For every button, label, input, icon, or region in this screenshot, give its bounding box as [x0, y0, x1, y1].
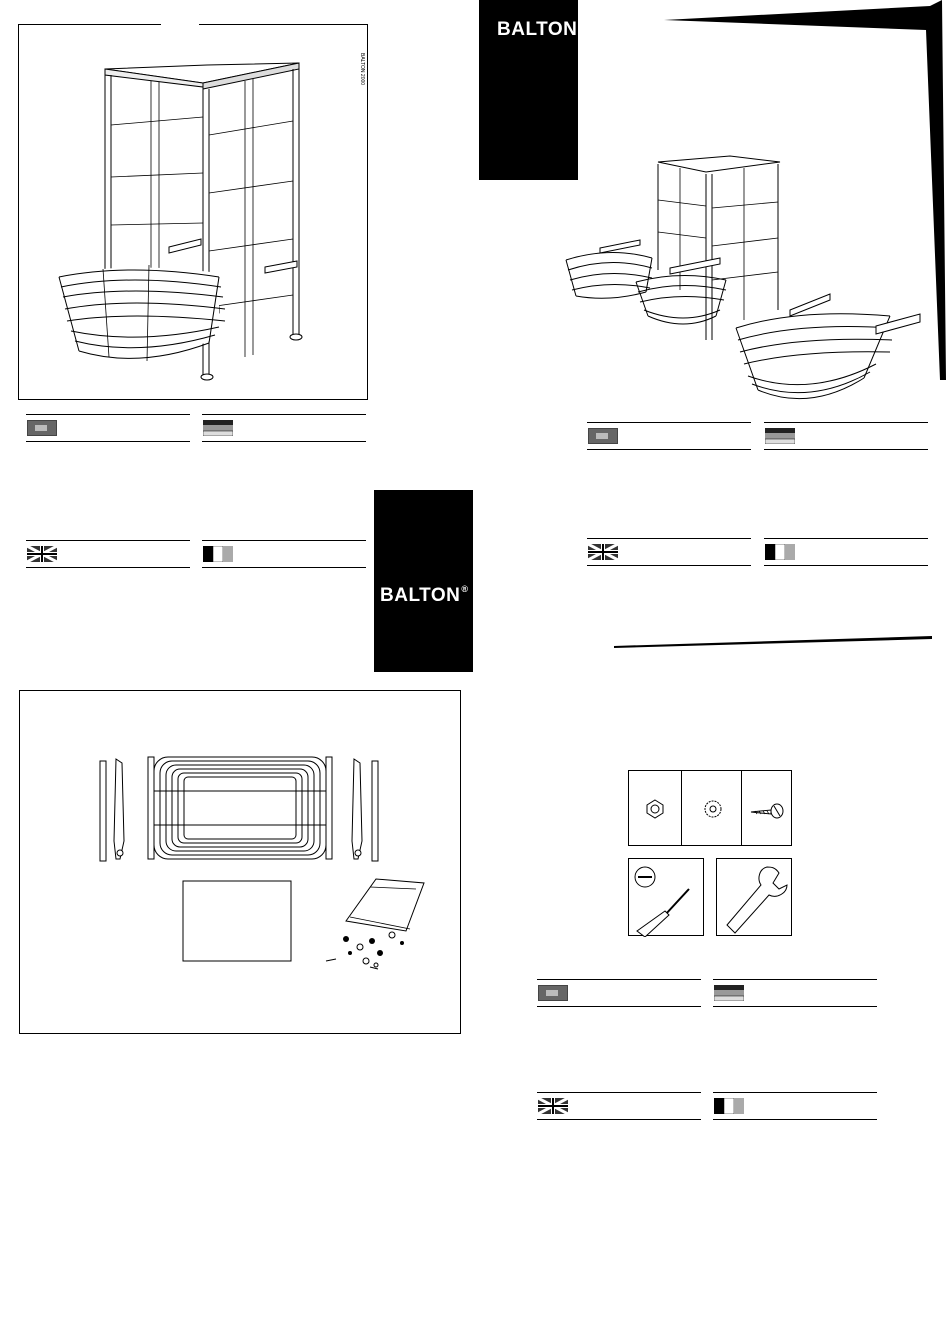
polish-flag-icon [588, 428, 618, 444]
hardware-box [628, 770, 792, 846]
uk-flag-icon [27, 546, 57, 562]
brand-panel-middle [374, 490, 473, 672]
italian-flag-icon [765, 544, 795, 560]
uk-flag-icon [538, 1098, 568, 1114]
wrench-box [716, 858, 792, 936]
lang-bar-pl [26, 414, 190, 442]
wrench-icon [717, 859, 793, 937]
cover-illustration-frame [18, 24, 368, 400]
side-code: BALTON 2000 [359, 53, 365, 86]
german-flag-icon [765, 428, 795, 444]
brand-name: BALTON [380, 585, 461, 606]
german-flag-icon [714, 985, 744, 1001]
lang-bar-de-bottom [713, 979, 877, 1007]
italian-flag-icon [203, 546, 233, 562]
screwdriver-box [628, 858, 704, 936]
polish-flag-icon [538, 985, 568, 1001]
brand-logo-top [497, 19, 586, 41]
screw-icon [747, 801, 787, 821]
screwdriver-icon [629, 859, 705, 937]
polish-flag-icon [27, 420, 57, 436]
parts-drawing [20, 691, 460, 1033]
shelf-unit-drawing [19, 25, 367, 399]
lang-bar-en [26, 540, 190, 568]
lang-bar-pl-right [587, 422, 751, 450]
washer-icon [703, 799, 723, 819]
multi-basket-drawing [560, 150, 940, 410]
brand-mark-top: ® [578, 17, 586, 28]
lang-bar-it-bottom [713, 1092, 877, 1120]
lang-bar-de-right [764, 422, 928, 450]
brand-logo [380, 585, 469, 607]
brand-name-top: BALTON [497, 19, 578, 40]
brand-mark: ® [461, 583, 469, 594]
lang-bar-en-bottom [537, 1092, 701, 1120]
parts-frame [19, 690, 461, 1034]
uk-flag-icon [588, 544, 618, 560]
italian-flag-icon [714, 1098, 744, 1114]
lang-bar-de [202, 414, 366, 442]
lang-bar-it-right [764, 538, 928, 566]
cage-nut-icon [645, 799, 665, 819]
lang-bar-it [202, 540, 366, 568]
german-flag-icon [203, 420, 233, 436]
lang-bar-en-right [587, 538, 751, 566]
lang-bar-pl-bottom [537, 979, 701, 1007]
section-swoosh [614, 636, 934, 650]
